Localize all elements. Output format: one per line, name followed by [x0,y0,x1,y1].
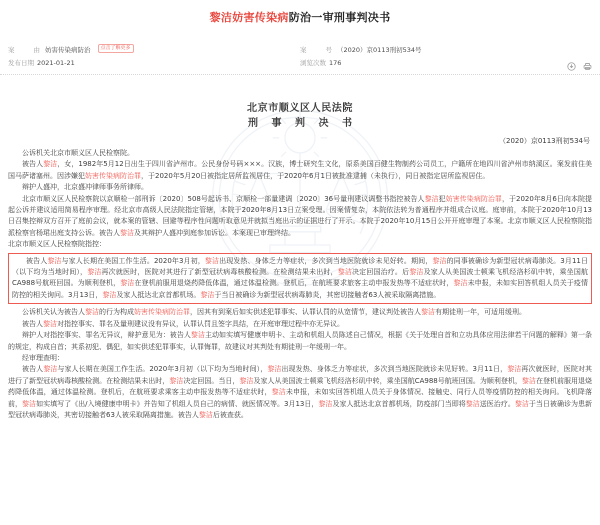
search-term-highlight: 黎洁 [432,256,447,265]
text-run: 有期徒刑一年，可适用缓刑。 [435,308,526,317]
text-run: 犯 [438,194,446,203]
search-term-highlight: 黎洁 [267,365,282,374]
text-run: 北京市顺义区人民检察院指控： [8,240,106,249]
page-title-rest: 防治一审刑事判决书 [288,11,391,24]
search-term-highlight: 黎洁 [204,256,220,265]
text-run: 未申报，未如实回答机组人员关于身体情况、接触史、同行人员等疫情防控的相关询问。飞机降落前， [8,388,593,408]
paragraph-prosecution-opinion [8,307,592,318]
paragraph-prosecutor-organ [8,148,592,159]
paragraphs-before-excerpt [8,148,592,251]
meta-publish-date [8,58,300,67]
print-icon[interactable] [583,62,592,71]
text-run: 被告人 [26,256,48,265]
search-term-highlight: 黎洁 [85,308,99,317]
document-meta [0,43,600,75]
text-run: 辩护人对指控事实、罪名无异议，辩护意见为：被告人 [22,331,191,340]
text-run: 未申报，未如实回答机组人员关于疫情防控的相关询问。3月13日， [12,279,589,299]
text-run: 在登机前服用退烧药降低体温，通过体温检测。登机后，在航班要求旅客主动申报发热等不适症状时， [134,279,454,288]
text-run: 及家人从美国波士顿乘飞机经洛杉矶中转，乘坐国航CA988号航班回国。为顺利登机， [253,376,522,385]
paragraph-accusation-lead [8,239,592,250]
search-term-highlight: 黎洁 [190,331,205,340]
search-term-highlight: 黎洁 [465,399,480,408]
text-run: 被告人 [22,160,44,169]
text-run: 在登机前服用退烧药降低体温，通过体温检测。登机后，在航班要求乘客主动申报发热等不适症状时， [8,376,593,397]
document-body [0,101,600,421]
search-term-highlight: 黎洁 [409,268,424,277]
document-actions [567,62,592,71]
search-term-highlight: 黎洁 [337,268,352,277]
text-run: 公诉机关北京市顺义区人民检察院。 [22,149,134,157]
meta-cause-label: 案 由 [8,46,42,54]
text-run: 送医治疗。 [479,399,515,408]
court-name: 北京市顺义区人民法院 [247,103,353,114]
meta-publish-value: 2021-01-21 [37,58,75,67]
search-term-highlight: 黎洁 [102,290,117,299]
text-run: 的同事被确诊为新型冠状病毒肺炎。3月11日（以下均为当地时间）， [12,256,588,277]
learn-more-badge[interactable]: 点击了解更多 [98,44,134,53]
document-kind: 刑 事 判 决 书 [248,118,357,129]
search-term-highlight: 黎洁 [239,376,254,385]
text-run: 决定回国治疗。后 [352,268,410,277]
meta-row-publish [8,56,592,69]
paragraph-procedural-history [8,194,592,240]
meta-publish-label: 发布日期 [8,59,34,67]
search-term-highlight: 黎洁 [421,308,435,317]
meta-row-cause [8,43,592,56]
download-icon[interactable] [567,62,576,71]
text-run: 及家人抵达北京首都机场。 [116,290,201,299]
text-run: 出现发热、身体乏力等症状，多次到当地医院就诊未见好转。期间， [219,256,433,265]
text-run: 再次就医时，医院对其进行了新型冠状病毒核酸检测。在检测结果未出时， [101,268,338,277]
text-run: 与家人长期在美国工作生活。2020年3月初， [61,256,205,265]
page-title [0,0,600,25]
text-run: 及家人从美国波士顿乘飞机经洛杉矶中转，乘坐国航CA988号航班回国。为顺利登机， [12,268,588,288]
text-run: 后被查获。 [212,410,248,419]
text-run: 经审理查明： [22,353,64,362]
document-case-number: （2020）京0113刑初534号 [499,137,590,145]
search-term-highlight: 黎洁 [318,399,333,408]
text-run: 于当日被确诊为患新型冠状病毒肺炎，其密切接触者63人被采取隔离措施。被告人 [8,399,593,419]
paragraph-defender-info [8,182,592,193]
text-run: 对指控事实、罪名及量刑建议没有异议，认罪认罚且签字具结，在开庭审理过程中亦无异议。 [57,319,344,328]
search-term-highlight: 黎洁 [87,268,102,277]
page-title-highlight: 黎洁妨害传染病 [209,11,289,24]
meta-cause-value: 妨害传染病防治 [45,46,91,54]
search-term-highlight: 黎洁 [43,319,57,328]
search-term-highlight: 黎洁 [43,160,58,169]
text-run: 北京市顺义区人民检察院以京顺检一部刑诉〔2020〕508号起诉书、京顺检一部量建调〔2020〕36号量刑建议调整书指控被告人 [22,194,425,203]
meta-views [300,58,550,67]
text-run: 公诉机关认为被告人 [22,308,85,317]
search-term-highlight: 妨害传染病防治罪 [85,171,141,180]
text-run: ，女，1982年5月12日出生于四川省泸州市。公民身份号码×××。汉族，博士研究生文化，原系美国百健生物制药公司员工，户籍所在地四川省泸州市纳溪区。案发前住美国马萨诸塞州。因涉嫌犯 [8,160,593,180]
text-run: 出现发热、身体乏力等症状，多次到当地医院就诊未见好转。3月11日， [281,365,508,374]
meta-views-value: 176 [329,58,342,67]
meta-cause [8,45,300,54]
text-run: ，因其有到案后如实供述犯罪事实、认罪认罚的从宽情节，建议判处被告人 [190,308,421,317]
paragraph-defendant-info [8,159,592,182]
text-run: 于当日被确诊为新型冠状病毒肺炎，其密切接触者63人被采取隔离措施。 [214,290,441,299]
meta-case-no-value: （2020）京0113刑初534号 [337,46,422,54]
search-term-highlight: 黎洁 [424,194,439,203]
paragraph-defender-opinion [8,330,592,353]
text-run: 被告人 [22,365,44,374]
text-run: ，于2020年5月20日被指定居所监视居住，于2020年6月1日被批准逮捕（未执行），同日被指定居所监视居住。 [141,171,490,180]
search-term-highlight: 黎洁 [169,376,184,385]
text-run: 决定回国。当日， [183,376,240,385]
text-run: ，于2020年8月6日向本院提起公诉并建议适用简易程序审理。经北京市高级人民法院指定管辖，本院于2020年8月13日立案受理。因案情复杂，本院依法转为普通程序并组成合议庭。庭审前，本院于2020年10月13日召集控辩双方召开了庭前会议，就本案的管辖、回避等程序性问题听取意见并就拟当庭出示的证据进行了开示。本院于2020年10月15日公开开庭审理了本案。北京市顺义区人民检察院指派检察官杨珺出庭支持公诉。被告人 [8,194,593,237]
text-run: 与家人长期在美国工作生活。2020年3月初（以下均为当地时间）， [57,365,268,374]
search-term-highlight: 妨害传染病防治罪 [445,194,502,203]
text-run: 及其辩护人盛冲到庭参加诉讼。本案现已审理终结。 [134,228,295,237]
search-term-highlight: 黎洁 [514,399,529,408]
search-term-highlight: 黎洁 [198,410,213,419]
search-term-highlight: 黎洁 [521,376,536,385]
text-run: 如实填写了《出/入境健康申明卡》并告知了机组人员自己的病情、就医情况等。3月13日， [36,399,319,408]
search-term-highlight: 黎洁 [120,228,134,237]
search-term-highlight: 黎洁 [43,365,58,374]
paragraph-defendant-response [8,319,592,330]
text-run: 被告人 [22,319,43,328]
paragraph-findings-body [8,364,592,421]
highlighted-excerpt-box [8,253,592,305]
search-term-highlight: 黎洁 [453,279,468,288]
search-term-highlight: 黎洁 [271,388,286,397]
paragraph-findings-lead [8,353,592,364]
search-term-highlight: 黎洁 [507,365,522,374]
meta-case-no-label: 案 号 [300,46,334,54]
search-term-highlight: 黎洁 [47,256,62,265]
text-run: 再次就医时，医院对其进行了新型冠状病毒核酸检测。在检测结果未出时， [8,365,593,385]
search-term-highlight: 妨害传染病防治罪 [134,308,190,317]
paragraphs-after-excerpt [8,307,592,421]
meta-case-no [300,45,550,54]
text-run: 的行为构成 [99,308,134,317]
search-term-highlight: 黎洁 [22,399,37,408]
excerpt-paragraph [12,256,588,302]
search-term-highlight: 黎洁 [200,290,215,299]
meta-views-label: 浏览次数 [300,59,326,67]
text-run: 及家人抵达北京首都机场，防疫部门当即将 [332,399,466,408]
text-run: 辩护人盛冲，北京盛冲律师事务所律师。 [22,183,148,192]
text-run: 主动如实填写健康申明卡、主动和机组人员陈述自己情况，根据《关于处理自首和立功具体应用法律若干问题的解释》第一条的规定，构成自首；其系初犯、偶犯，如实供述犯罪事实，认罪悔罪，故建议对其判处有期徒刑一年缓刑一年。 [8,331,593,351]
search-term-highlight: 黎洁 [120,279,135,288]
